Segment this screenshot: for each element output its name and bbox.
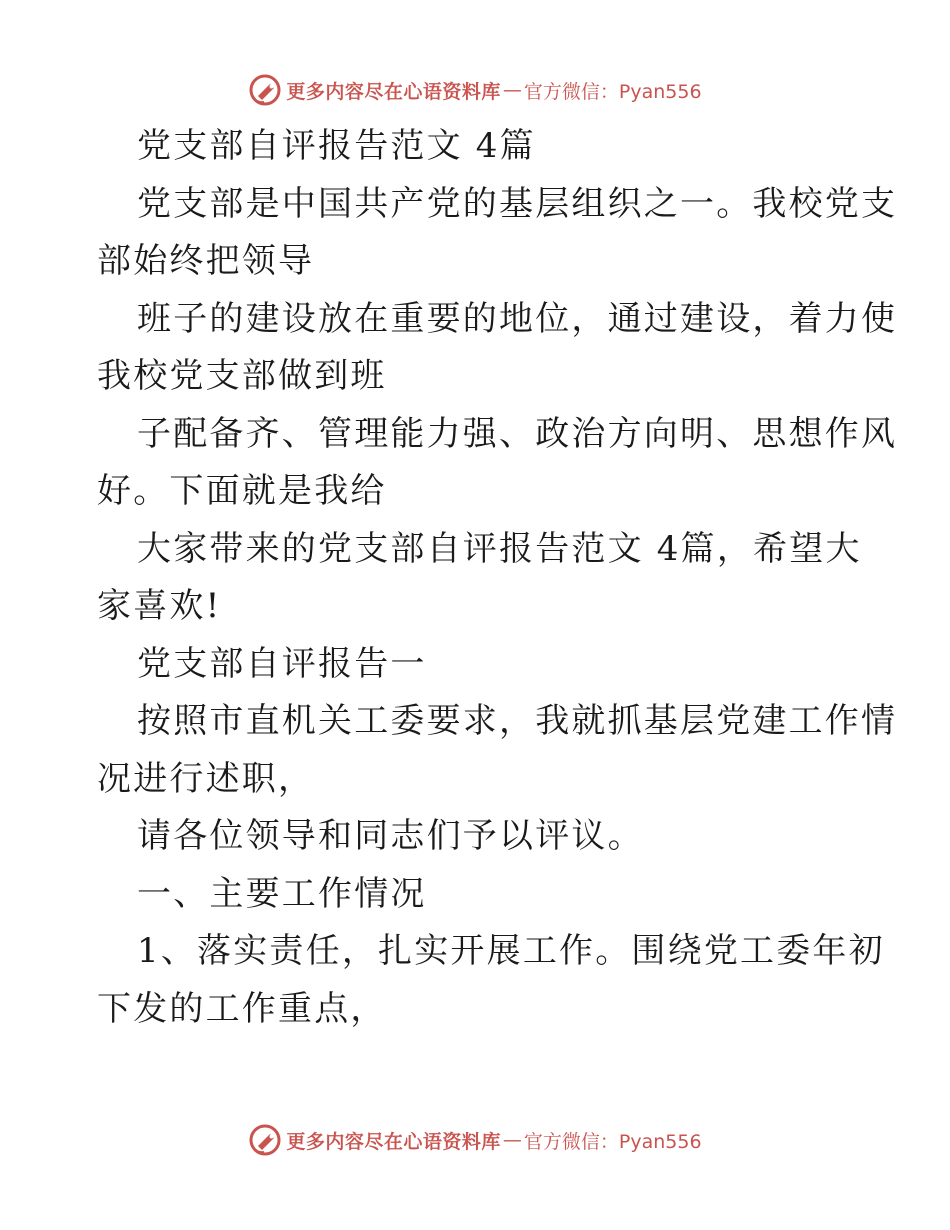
subsection-heading: 一、主要工作情况: [137, 873, 427, 914]
banner-brand-text: 更多内容尽在心语资料库: [286, 1130, 501, 1153]
paragraph-line: 1、落实责任，扎实开展工作。围绕党工委年初: [137, 931, 885, 971]
paragraph-line: 大家带来的党支部自评报告范文 4篇，希望大: [137, 528, 862, 569]
paragraph-line: 况进行述职，: [97, 758, 315, 799]
paragraph-line: 班子的建设放在重要的地位，通过建设，着力使: [137, 298, 898, 339]
document-title: 党支部自评报告范文 4篇: [137, 126, 536, 166]
banner-contact-text: 官方微信：Pyan556: [523, 80, 702, 103]
paragraph-line: 家喜欢!: [97, 586, 222, 626]
header-banner: [0, 70, 950, 110]
paragraph-line: 部始终把领导: [97, 241, 315, 281]
paragraph-line: 党支部是中国共产党的基层组织之一。我校党支: [137, 183, 898, 224]
pen-nib-circle-logo-icon: [248, 1123, 282, 1157]
banner-dash: —: [502, 1129, 522, 1151]
banner-contact-text: 官方微信：Pyan556: [523, 1130, 702, 1153]
paragraph-line: 请各位领导和同志们予以评议。: [137, 816, 644, 856]
document-body: [97, 118, 898, 1038]
section-heading: 党支部自评报告一: [137, 643, 427, 684]
paragraph-line: 我校党支部做到班: [97, 356, 387, 396]
banner-dash: —: [502, 79, 522, 101]
pen-nib-circle-logo-icon: [248, 73, 282, 107]
paragraph-line: 按照市直机关工委要求，我就抓基层党建工作情: [137, 701, 898, 741]
paragraph-line: 下发的工作重点，: [97, 988, 387, 1029]
footer-banner: [0, 1120, 950, 1160]
paragraph-line: 好。下面就是我给: [97, 471, 387, 511]
banner-brand-text: 更多内容尽在心语资料库: [286, 80, 501, 103]
paragraph-line: 子配备齐、管理能力强、政治方向明、思想作风: [137, 413, 898, 454]
